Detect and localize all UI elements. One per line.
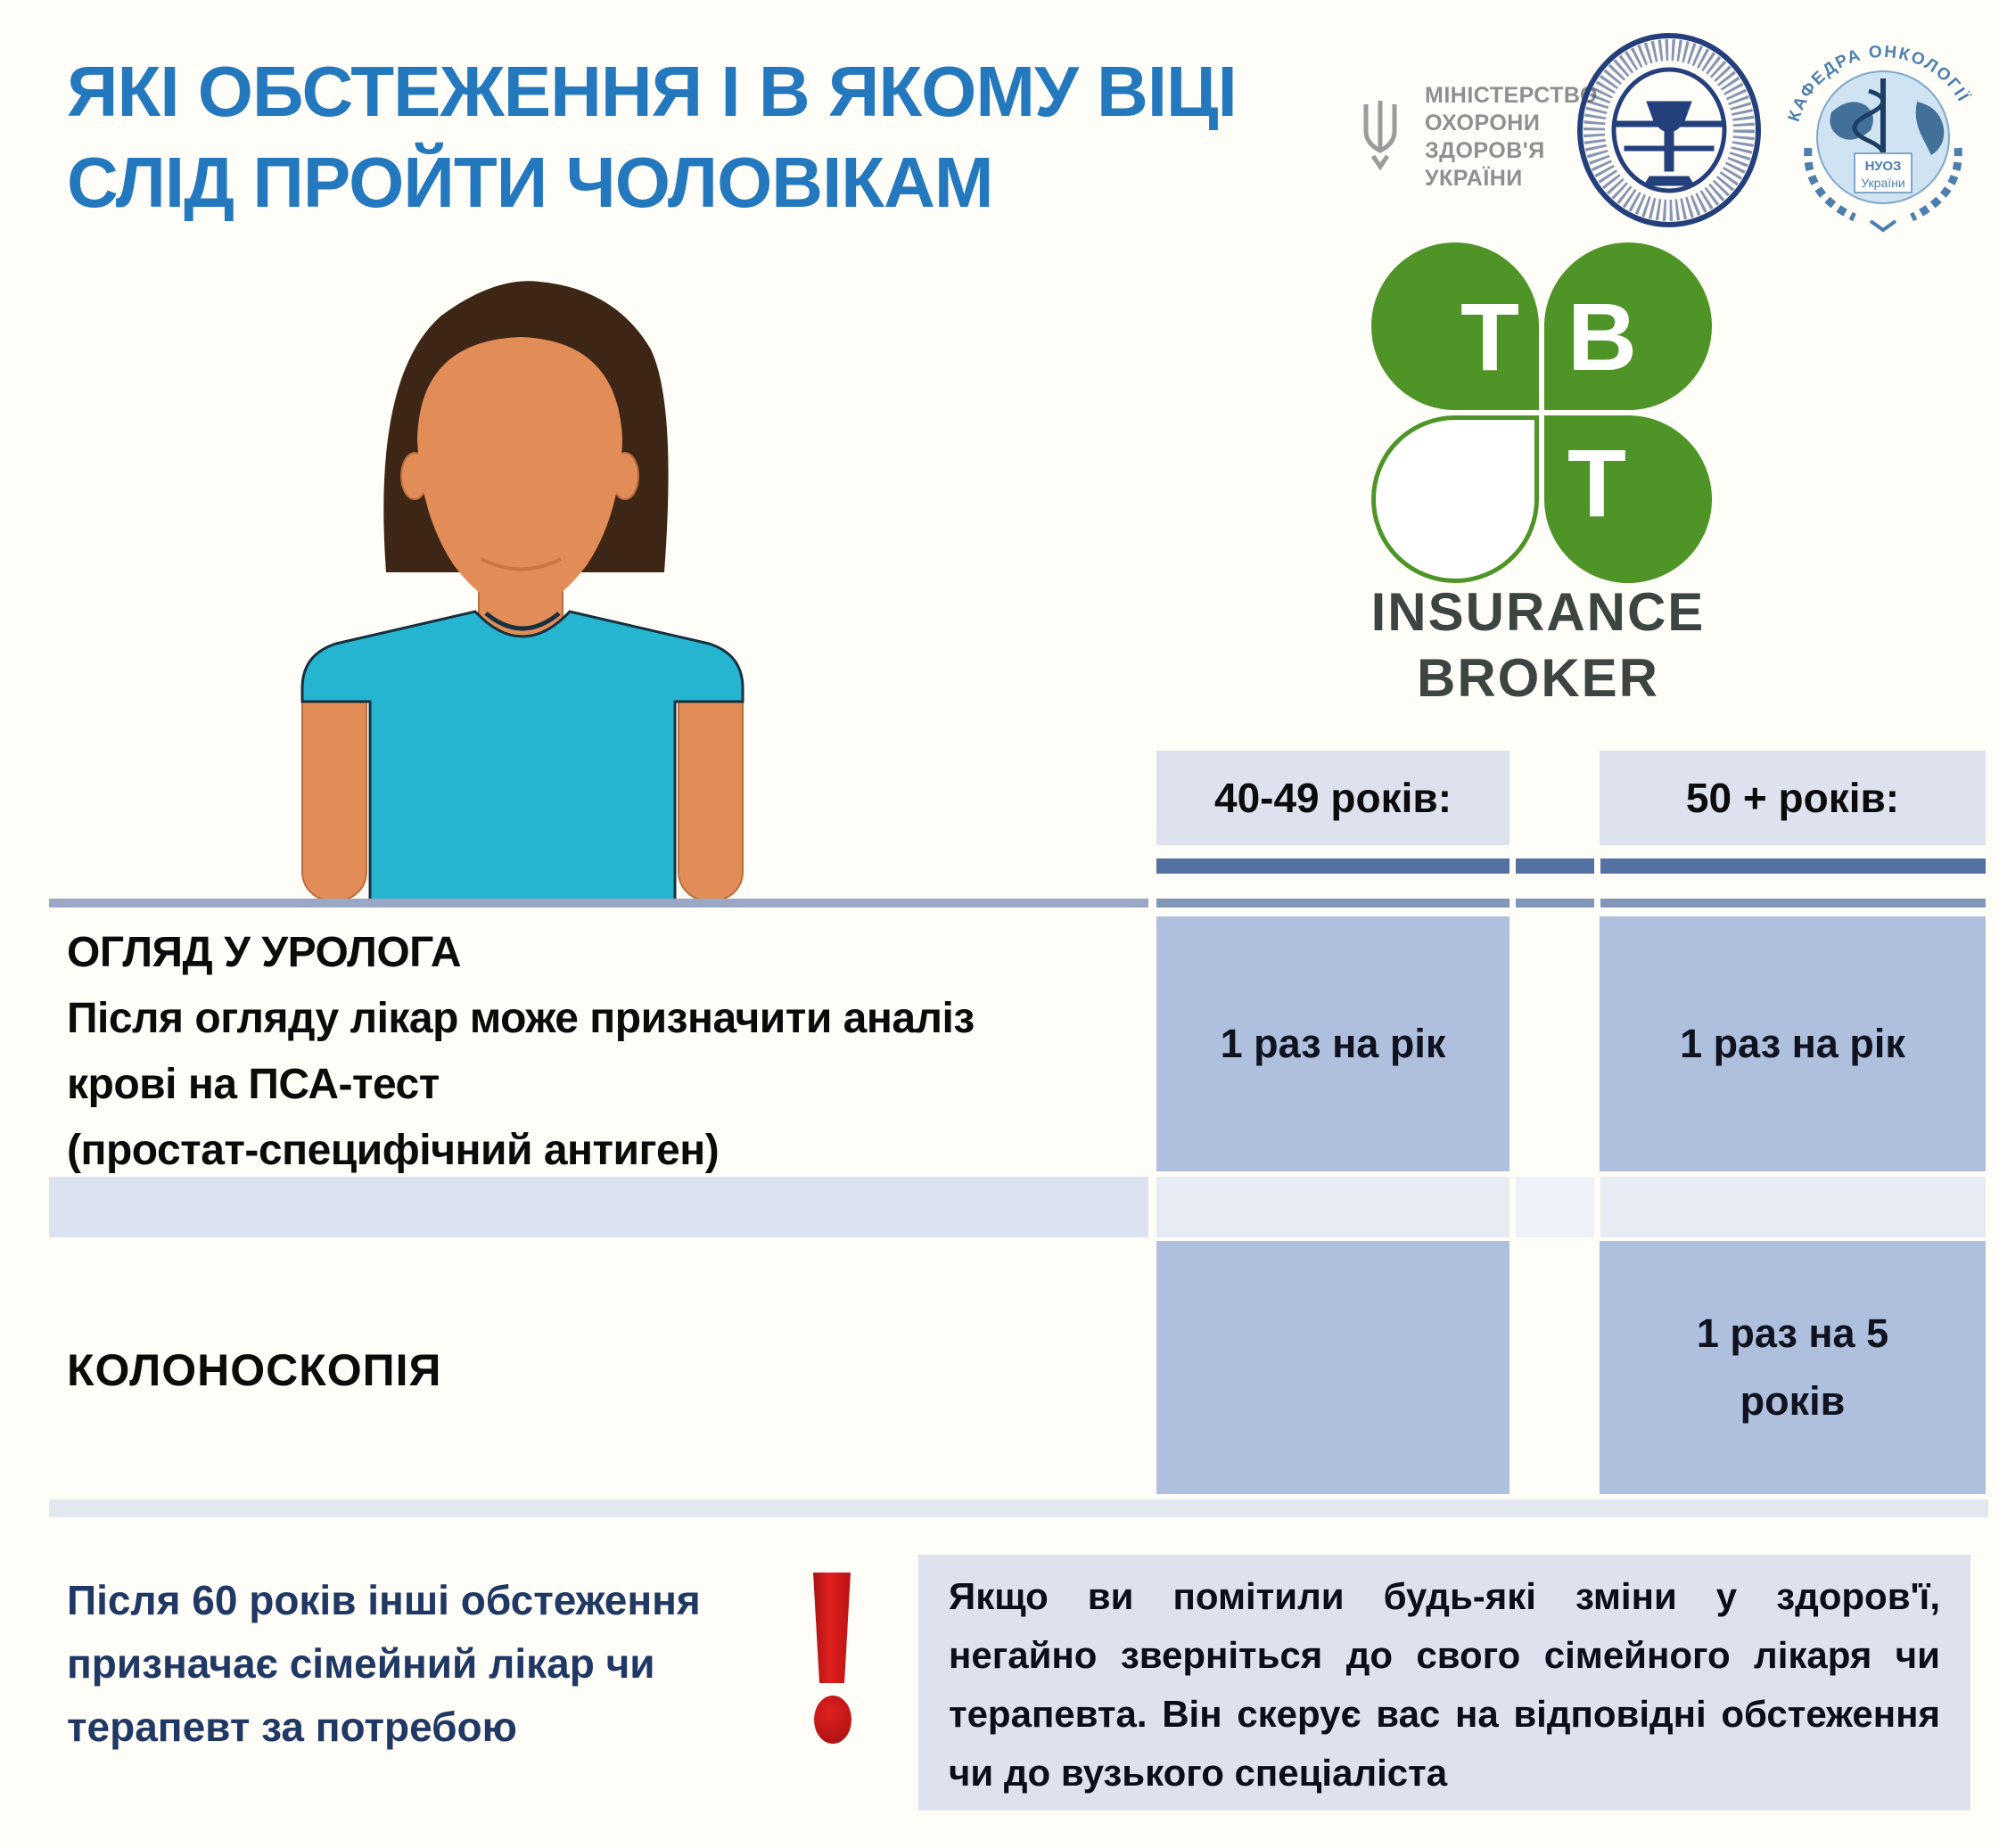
after-60-note-line1: Після 60 років інші обстеження (67, 1577, 701, 1623)
row-urologist-desc1: Після огляду лікар може призначити аналіз (67, 995, 975, 1042)
cell-colonoscopy-40-49 (1156, 1241, 1510, 1494)
cell-colonoscopy-50plus-line2: років (1740, 1378, 1846, 1424)
title-line1: ЯКІ ОБСТЕЖЕННЯ І В ЯКОМУ ВІЦІ (67, 52, 1237, 131)
table-top-rule (49, 899, 1148, 908)
university-seal-logo (1571, 32, 1767, 233)
cell-colonoscopy-50plus (1600, 1241, 1986, 1494)
oncology-arc-text: КАФЕДРА ОНКОЛОГІЇ (1784, 42, 1973, 125)
warning-box (918, 1555, 1970, 1811)
tbt-leaf-bottom-right (1544, 415, 1712, 583)
row-separator (1156, 1177, 1510, 1237)
column-header-50plus: 50 + років: (1600, 751, 1986, 845)
cell-urologist-50plus: 1 раз на рік (1600, 916, 1986, 1171)
table-top-rule (1600, 899, 1986, 908)
row-urologist-title: ОГЛЯД У УРОЛОГА (67, 929, 462, 976)
table-bottom-rule (49, 1499, 1988, 1517)
man-illustration (120, 251, 807, 905)
header-underline-bar (1516, 858, 1594, 874)
ministry-of-health-logo (1357, 59, 1598, 215)
tbt-letter-t2: Т (1567, 429, 1626, 537)
oncology-plate-line1: НУОЗ (1864, 159, 1902, 174)
warning-line4: чи до вузького спеціаліста (949, 1752, 1448, 1794)
warning-line3: терапевта. Він скерує вас на відповідні обстеження (949, 1693, 1940, 1735)
oncology-dept-logo (1773, 27, 1994, 238)
row-colonoscopy-label: КОЛОНОСКОПІЯ (67, 1345, 442, 1395)
seal-emblem-icon (1571, 32, 1767, 228)
column-header-40-49: 40-49 років: (1156, 751, 1510, 845)
tbt-letter-t1: Т (1460, 283, 1519, 390)
header-underline-bar (1156, 858, 1510, 874)
tbt-letter-b: В (1567, 283, 1637, 390)
page-title (67, 46, 1237, 228)
exclamation-dot-icon (814, 1696, 851, 1744)
after-60-note (67, 1569, 701, 1759)
man-figure-icon (120, 251, 807, 900)
after-60-note-line3: терапевт за потребою (67, 1704, 517, 1750)
warning-line2: негайно зверніться до свого сімейного лікаря чи (949, 1634, 1940, 1676)
ministry-line: ОХОРОНИ (1425, 110, 1541, 136)
row-separator (1600, 1177, 1986, 1237)
title-line2: СЛІД ПРОЙТИ ЧОЛОВІКАМ (67, 143, 993, 222)
header-underline-bar (1600, 858, 1986, 874)
tbt-leaf-top-left (1371, 242, 1539, 410)
warning-line1: Якщо ви помітили будь-які зміни у здоров'ї, (949, 1575, 1940, 1617)
ministry-line: МІНІСТЕРСТВО (1425, 82, 1598, 108)
table-top-rule (1156, 899, 1510, 908)
tbt-leaf-top-right (1544, 242, 1712, 410)
trident-icon (1357, 99, 1403, 175)
row-urologist-desc2: крові на ПСА-тест (67, 1061, 440, 1108)
ministry-line: УКРАЇНИ (1425, 165, 1523, 191)
row-separator (49, 1177, 1148, 1237)
row-urologist-desc3: (простат-специфічний антиген) (67, 1127, 720, 1174)
row-urologist-label (67, 920, 1146, 1184)
exclamation-icon (810, 1573, 854, 1683)
cell-urologist-40-49: 1 раз на рік (1156, 916, 1510, 1171)
oncology-plate-line2: України (1861, 176, 1905, 190)
ministry-line: ЗДОРОВ'Я (1425, 137, 1545, 163)
table-top-rule (1516, 899, 1594, 908)
row-separator (1516, 1177, 1594, 1237)
brand-broker: BROKER (1416, 648, 1659, 708)
brand-insurance: INSURANCE (1370, 582, 1706, 642)
after-60-note-line2: призначає сімейний лікар чи (67, 1640, 655, 1687)
tbt-leaf-bottom-left (1371, 415, 1539, 583)
cell-colonoscopy-50plus-line1: 1 раз на 5 (1696, 1310, 1889, 1356)
